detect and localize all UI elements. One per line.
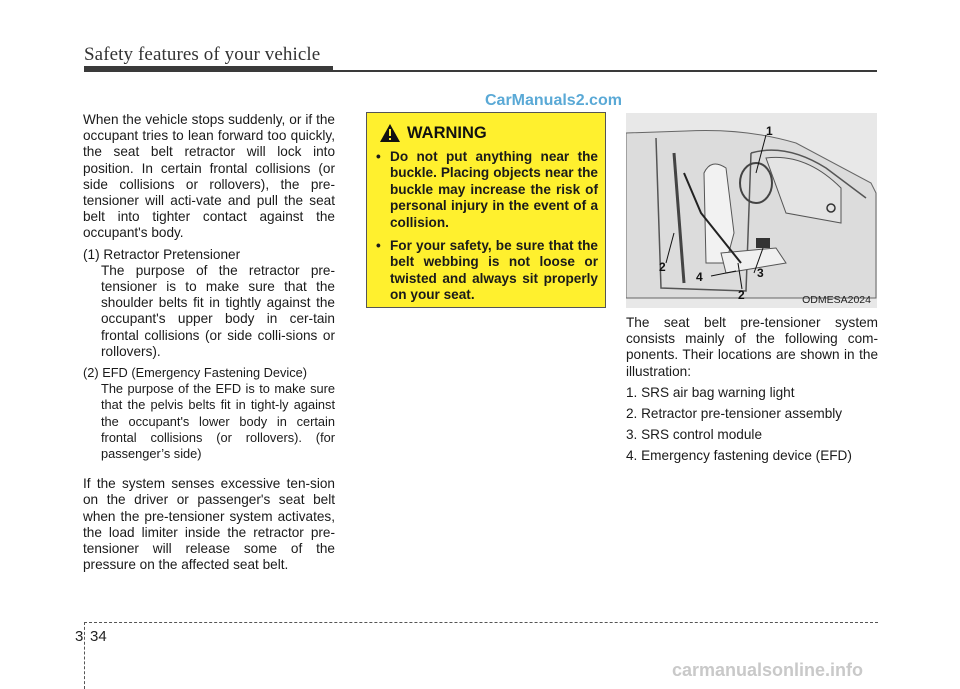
- watermark-link-top[interactable]: CarManuals2.com: [485, 92, 622, 109]
- watermark-link-bottom[interactable]: carmanualsonline.info: [672, 660, 864, 680]
- component-item: 4. Emergency fastening device (EFD): [626, 448, 852, 464]
- footer-vertical-divider: [84, 622, 85, 689]
- callout-label: 4: [696, 270, 703, 284]
- car-interior-illustration: [626, 113, 877, 308]
- page-number: 34: [90, 628, 107, 645]
- callout-label: 1: [766, 124, 773, 138]
- callout-label: 2: [659, 260, 666, 274]
- warning-box: [366, 112, 606, 308]
- warning-list: [376, 149, 598, 311]
- pretensioner-illustration: [626, 113, 877, 308]
- component-item: 2. Retractor pre-tensioner assembly: [626, 406, 843, 422]
- intro-paragraph: When the vehicle stops suddenly, or if the occupant tries to lean forward too quickly, the seat belt retractor will lock into position. In certain frontal collisions (or side collisions or rollovers), the pre-tensioner will acti-vate and pull the seat belt into tighter contact against the occupant's body.: [83, 112, 335, 241]
- retractor-heading: (1) Retractor Pretensioner: [83, 246, 241, 262]
- header-accent-bar: [84, 66, 333, 72]
- callout-label: 2: [738, 288, 745, 302]
- header-divider: [333, 70, 877, 72]
- retractor-description: The purpose of the retractor pre-tensioner is to make sure that the shoulder belts fit in tightly against the occupant's upper body in cer-tain frontal collisions (or side colli-sions or rollovers).: [101, 262, 335, 359]
- right-column: [626, 315, 878, 465]
- section-title: Safety features of your vehicle: [84, 44, 321, 65]
- warning-title: WARNING: [407, 123, 487, 142]
- components-intro: The seat belt pre-tensioner system consists mainly of the following com-ponents. Their locations are shown in the illustration:: [626, 315, 878, 379]
- warning-triangle-icon: [379, 123, 401, 143]
- figure-code: ODMESA2024: [802, 294, 871, 306]
- component-item: 3. SRS control module: [626, 427, 763, 443]
- footer-divider: [84, 622, 878, 623]
- callout-label: 3: [757, 266, 764, 280]
- warning-item: • For your safety, be sure that the belt webbing is not loose or twisted and always sit properly on your seat.: [376, 238, 598, 304]
- load-limiter-paragraph: If the system senses excessive ten-sion on the driver or passenger's seat belt when the pre-tensioner system activates, the load limiter inside the retractor pre-tensioner will release some of the pressure on the affected seat belt.: [83, 476, 335, 573]
- left-column: [83, 112, 335, 573]
- warning-header: [379, 123, 487, 143]
- efd-heading: (2) EFD (Emergency Fastening Device): [83, 365, 308, 381]
- warning-item: • Do not put anything near the buckle. Placing objects near the buckle may increase the risk of personal injury in the event of a collision.: [376, 149, 598, 231]
- component-item: 1. SRS air bag warning light: [626, 384, 795, 400]
- efd-description: The purpose of the EFD is to make sure that the pelvis belts fit in tight-ly against the occupant's lower body in certain frontal collisions (or rollovers). (for passenger’s side): [101, 381, 335, 462]
- chapter-number: 3: [75, 628, 84, 645]
